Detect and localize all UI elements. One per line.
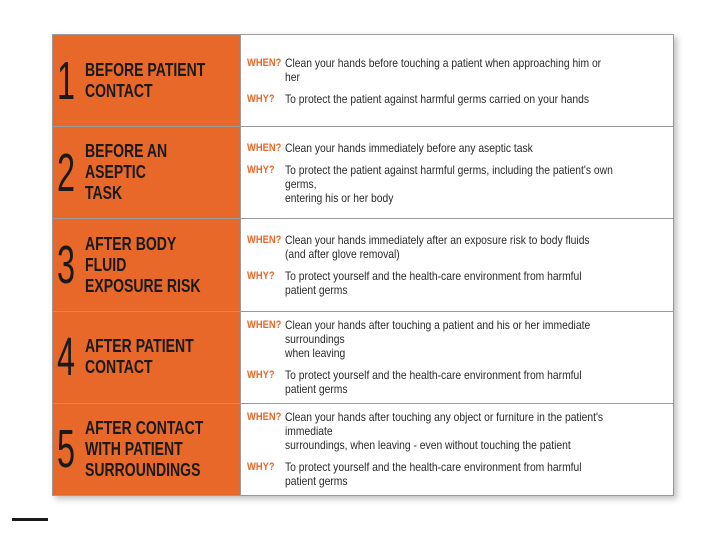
why-line [247, 460, 667, 488]
hand-hygiene-table [52, 34, 674, 496]
when-label: WHEN? [247, 234, 282, 246]
why-label: WHY? [247, 461, 275, 474]
why-text: To protect yourself and the health-care environment from harmful patient germs [285, 460, 582, 489]
why-text: To protect the patient against harmful germs carried on your hands [285, 91, 590, 106]
moment-title: BEFORE PATIENT CONTACT [85, 59, 206, 101]
slide-divider [12, 518, 48, 521]
why-line [247, 269, 667, 297]
moment-number: 2 [57, 142, 76, 203]
moment-title: BEFORE AN ASEPTIC TASK [85, 141, 168, 204]
when-line [247, 141, 667, 155]
moment-cell [53, 127, 241, 218]
moment-number: 1 [57, 50, 76, 111]
why-label: WHY? [247, 369, 275, 382]
moment-detail [241, 35, 673, 126]
why-line [247, 92, 667, 106]
moment-detail [241, 312, 673, 403]
moment-row-4 [53, 312, 673, 404]
moment-detail [241, 219, 673, 310]
moment-cell [53, 35, 241, 126]
moment-number: 5 [57, 419, 76, 480]
why-text: To protect yourself and the health-care environment from harmful patient germs [285, 368, 582, 397]
when-label: WHEN? [247, 319, 282, 332]
why-text: To protect the patient against harmful germs, including the patient's own germs, entering his or her body [285, 162, 613, 205]
when-line [247, 318, 667, 360]
moment-title: AFTER PATIENT CONTACT [85, 336, 194, 378]
moment-title: AFTER BODY FLUID EXPOSURE RISK [85, 233, 201, 296]
moment-number: 4 [57, 327, 76, 388]
when-text: Clean your hands after touching a patient and his or her immediate surroundings when leaving [285, 318, 591, 361]
moment-detail [241, 404, 673, 495]
why-label: WHY? [247, 163, 275, 176]
when-text: Clean your hands after touching any object or furniture in the patient's immediate surroundings, when leaving - even without touching the patient [285, 410, 604, 453]
when-text: Clean your hands before touching a patient when approaching him or her [285, 55, 602, 84]
when-line [247, 410, 667, 452]
moment-cell [53, 312, 241, 403]
why-label: WHY? [247, 92, 275, 105]
when-text: Clean your hands immediately after an exposure risk to body fluids (and after glove removal) [285, 233, 590, 261]
moment-detail [241, 127, 673, 218]
moment-row-3 [53, 219, 673, 311]
when-label: WHEN? [247, 141, 282, 154]
when-line [247, 56, 667, 84]
moment-cell [53, 404, 241, 495]
when-label: WHEN? [247, 411, 282, 424]
why-line [247, 163, 667, 205]
why-text: To protect yourself and the health-care environment from harmful patient germs [285, 269, 582, 297]
why-label: WHY? [247, 270, 275, 282]
moment-row-5 [53, 404, 673, 495]
moment-row-1 [53, 35, 673, 127]
when-label: WHEN? [247, 56, 282, 69]
why-line [247, 368, 667, 396]
moment-cell [53, 219, 241, 310]
when-line [247, 233, 667, 261]
moment-row-2 [53, 127, 673, 219]
when-text: Clean your hands immediately before any aseptic task [285, 140, 533, 155]
moment-number: 3 [57, 235, 76, 295]
moment-title: AFTER CONTACT WITH PATIENT SURROUNDINGS [85, 417, 204, 480]
